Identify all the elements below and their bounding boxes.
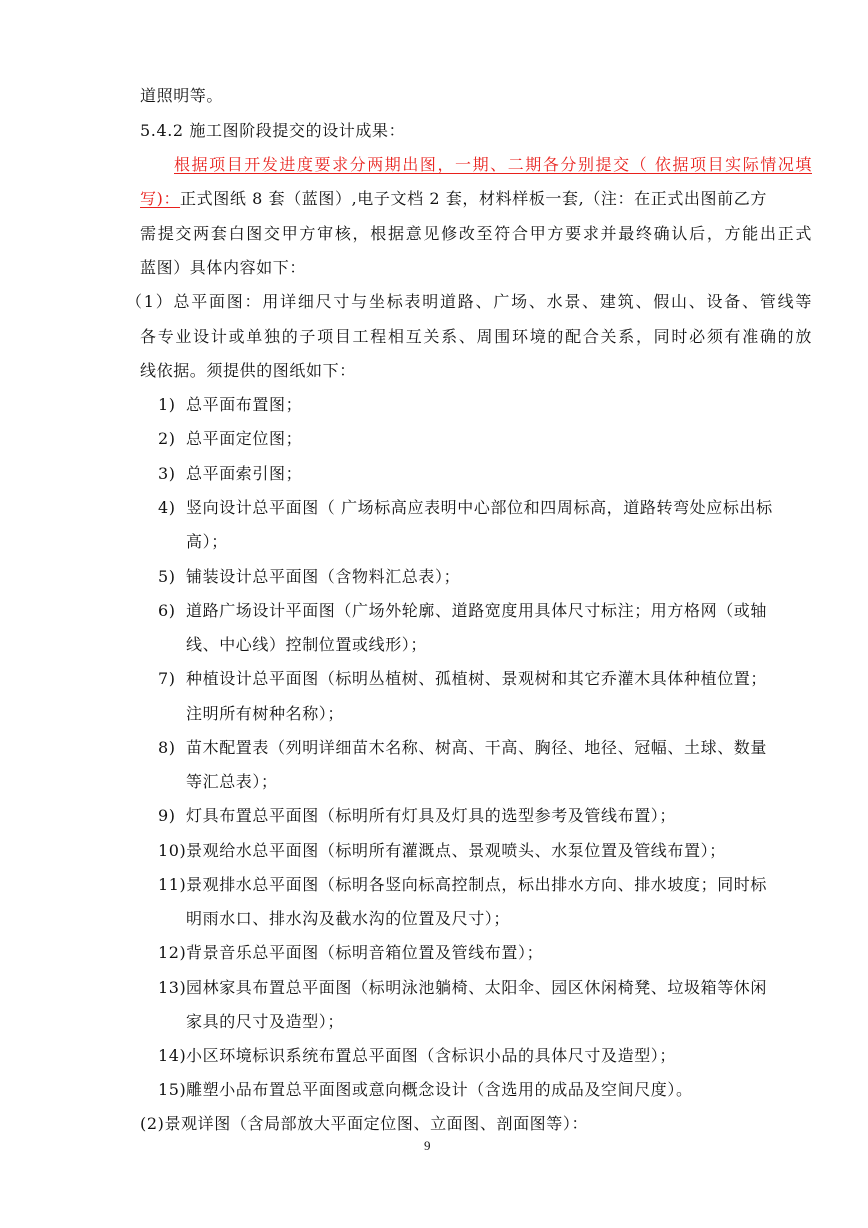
list-item: 13)园林家具布置总平面图（标明泳池躺椅、太阳伞、园区休闲椅凳、垃圾箱等休闲 bbox=[158, 978, 768, 997]
list-item: 10)景观给水总平面图（标明所有灌溉点、景观喷头、水泵位置及管线布置）； bbox=[158, 841, 726, 860]
list-item-continuation: 线、中心线）控制位置或线形）； bbox=[186, 635, 428, 654]
list-item: 6) 道路广场设计平面图（广场外轮廓、道路宽度用具体尺寸标注；用方格网（或轴 bbox=[158, 601, 768, 620]
list-item: 2) 总平面定位图； bbox=[158, 429, 303, 448]
section1-line1: （1）总平面图：用详细尺寸与坐标表明道路、广场、水景、建筑、假山、设备、管线等 bbox=[126, 292, 812, 311]
page-number: 9 bbox=[424, 1138, 431, 1153]
list-item: 9) 灯具布置总平面图（标明所有灯具及灯具的选型参考及管线布置）； bbox=[158, 806, 677, 825]
list-item: 5) 铺装设计总平面图（含物料汇总表）； bbox=[158, 567, 461, 586]
list-item: 11)景观排水总平面图（标明各竖向标高控制点，标出排水方向、排水坡度；同时标 bbox=[158, 875, 768, 894]
list-item-continuation: 高）； bbox=[186, 532, 228, 551]
para1-line3: 需提交两套白图交甲方审核，根据意见修改至符合甲方要求并最终确认后，方能出正式 bbox=[140, 224, 812, 243]
list-item-continuation: 明雨水口、排水沟及截水沟的位置及尺寸）； bbox=[186, 909, 511, 928]
section2-line1: (2)景观详图（含局部放大平面定位图、立面图、剖面图等）： bbox=[140, 1114, 589, 1133]
list-item: 12)背景音乐总平面图（标明音箱位置及管线布置）； bbox=[158, 943, 544, 962]
list-item: 8) 苗木配置表（列明详细苗木名称、树高、干高、胸径、地径、冠幅、土球、数量 bbox=[158, 738, 768, 757]
para1-line4: 蓝图）具体内容如下： bbox=[140, 258, 307, 277]
list-item-continuation: 注明所有树种名称）； bbox=[186, 704, 345, 723]
section-heading: 5.4.2 施工图阶段提交的设计成果： bbox=[140, 121, 406, 140]
section1-line2: 各专业设计或单独的子项目工程相互关系、周围环境的配合关系，同时必须有准确的放 bbox=[140, 327, 812, 346]
intro-line: 道照明等。 bbox=[140, 86, 224, 105]
list-item-continuation: 家具的尺寸及造型）； bbox=[186, 1012, 345, 1031]
list-item: 3) 总平面索引图； bbox=[158, 464, 303, 483]
list-item-continuation: 等汇总表）； bbox=[186, 772, 278, 791]
red-note-line2: 写)： bbox=[140, 189, 181, 208]
red-note-line1: 根据项目开发进度要求分两期出图，一期、二期各分别提交（ 依据项目实际情况填 bbox=[174, 155, 812, 174]
list-item: 1) 总平面布置图； bbox=[158, 395, 303, 414]
list-item: 4) 竖向设计总平面图（ 广场标高应表明中心部位和四周标高，道路转弯处应标出标 bbox=[158, 498, 773, 517]
list-item: 14)小区环境标识系统布置总平面图（含标识小品的具体尺寸及造型）； bbox=[158, 1046, 677, 1065]
section1-line3: 线依据。须提供的图纸如下： bbox=[140, 361, 356, 380]
list-item: 7) 种植设计总平面图（标明丛植树、孤植树、景观树和其它乔灌木具体种植位置； bbox=[158, 669, 768, 688]
list-item: 15)雕塑小品布置总平面图或意向概念设计（含选用的成品及空间尺度）。 bbox=[158, 1080, 693, 1099]
para1-rest: 正式图纸 8 套（蓝图）,电子文档 2 套，材料样板一套,（注：在正式出图前乙方 bbox=[180, 189, 767, 208]
para1-line2 bbox=[140, 189, 767, 209]
